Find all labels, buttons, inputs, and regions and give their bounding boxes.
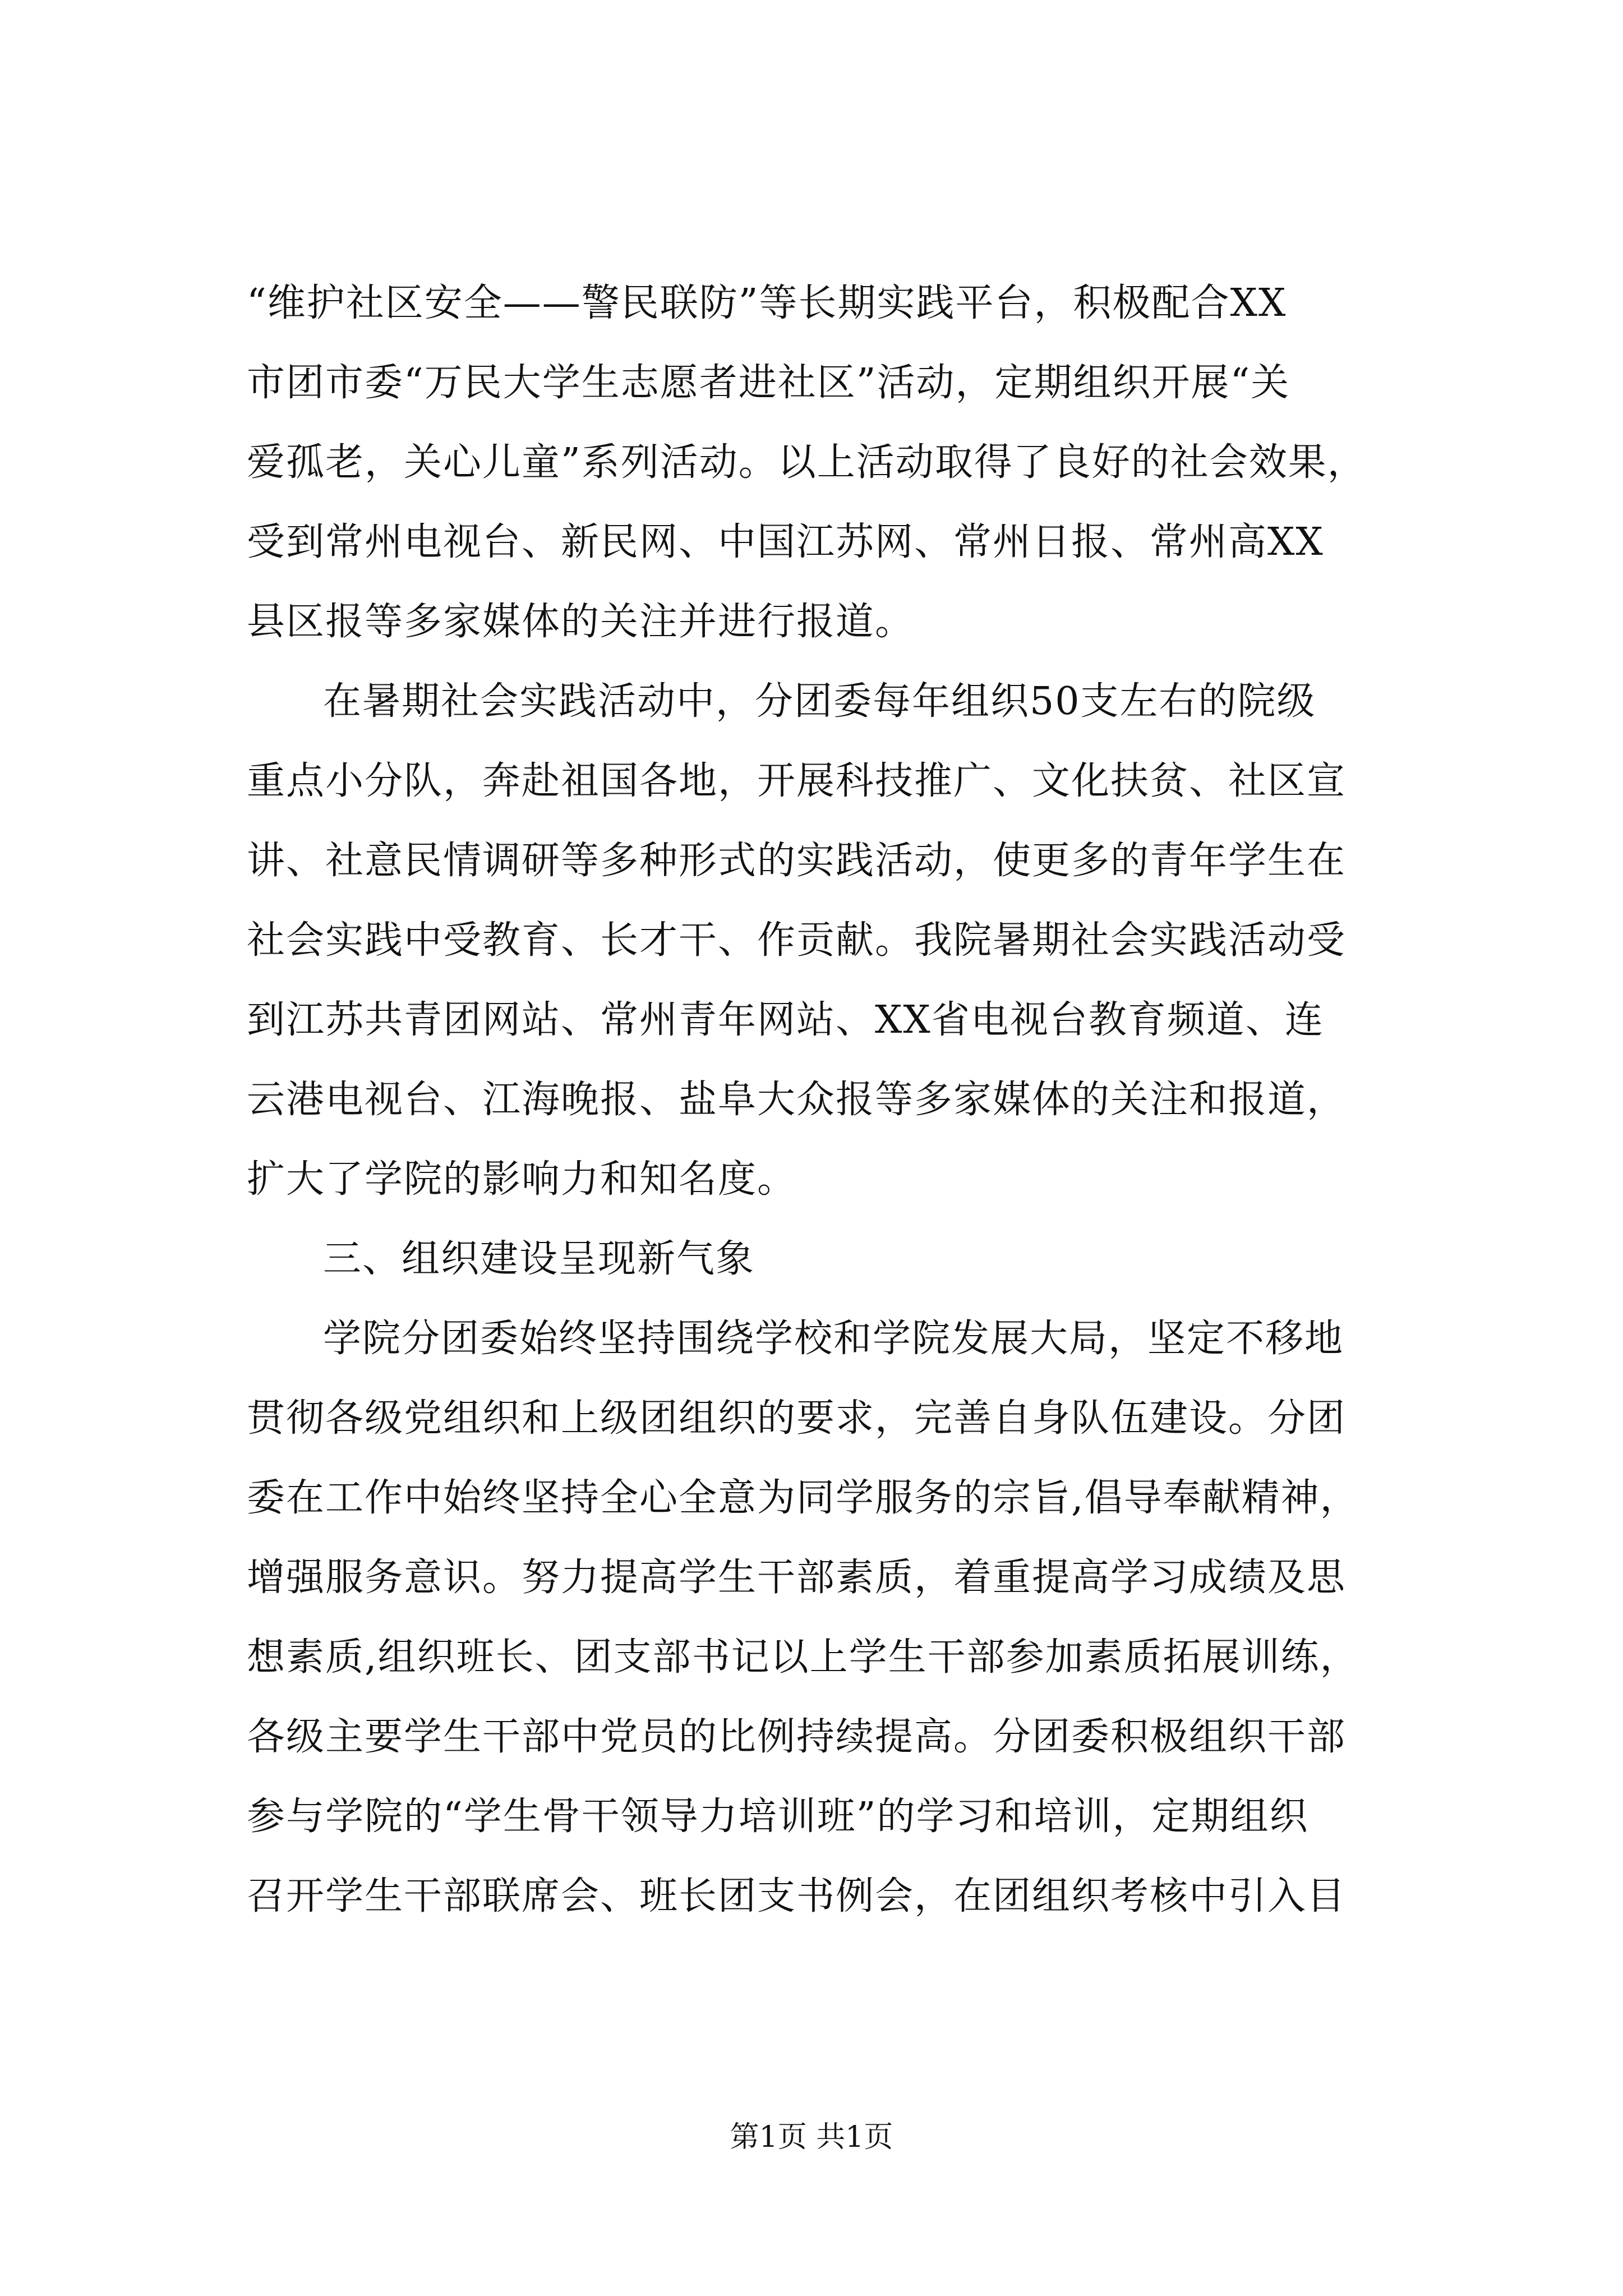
text-line: 讲、社意民情调研等多种形式的实践活动，使更多的青年学生在 xyxy=(247,839,1347,883)
text-line: 委在工作中始终坚持全心全意为同学服务的宗旨,倡导奉献精神， xyxy=(247,1476,1359,1520)
text-line: 各级主要学生干部中党员的比例持续提高。分团委积极组织干部 xyxy=(247,1715,1347,1759)
text-line: 扩大了学院的影响力和知名度。 xyxy=(247,1157,797,1202)
paragraph-start-line: 学院分团委始终坚持围绕学校和学院发展大局，坚定不移地 xyxy=(323,1317,1344,1361)
text-line: 云港电视台、江海晚报、盐阜大众报等多家媒体的关注和报道， xyxy=(247,1078,1347,1122)
text-line: 到江苏共青团网站、常州青年网站、XX省电视台教育频道、连 xyxy=(247,998,1324,1042)
text-line: 县区报等多家媒体的关注并进行报道。 xyxy=(247,600,915,644)
text-line: 爱孤老，关心儿童”系列活动。以上活动取得了良好的社会效果， xyxy=(247,440,1367,485)
section-heading: 三、组织建设呈现新气象 xyxy=(323,1237,755,1281)
paragraph-start-line: 在暑期社会实践活动中，分团委每年组织50支左右的院级 xyxy=(323,679,1316,724)
text-line: 想素质,组织班长、团支部书记以上学生干部参加素质拓展训练， xyxy=(247,1635,1359,1680)
text-line: 市团市委“万民大学生志愿者进社区”活动，定期组织开展“关 xyxy=(247,361,1290,405)
text-line: 受到常州电视台、新民网、中国江苏网、常州日报、常州高XX xyxy=(247,520,1324,564)
text-line: 增强服务意识。努力提高学生干部素质，着重提高学习成绩及思 xyxy=(247,1556,1347,1600)
text-line: 重点小分队，奔赴祖国各地，开展科技推广、文化扶贫、社区宣 xyxy=(247,759,1347,803)
text-line: “维护社区安全——警民联防”等长期实践平台，积极配合XX xyxy=(247,281,1287,325)
text-line: 参与学院的“学生骨干领导力培训班”的学习和培训，定期组织 xyxy=(247,1795,1309,1839)
text-line: 贯彻各级党组织和上级团组织的要求，完善自身队伍建设。分团 xyxy=(247,1396,1347,1441)
document-body xyxy=(247,264,1430,1936)
page-number-footer: 第1页 共1页 xyxy=(730,2120,893,2154)
text-line: 召开学生干部联席会、班长团支书例会，在团组织考核中引入目 xyxy=(247,1874,1347,1918)
text-line: 社会实践中受教育、长才干、作贡献。我院暑期社会实践活动受 xyxy=(247,918,1347,963)
